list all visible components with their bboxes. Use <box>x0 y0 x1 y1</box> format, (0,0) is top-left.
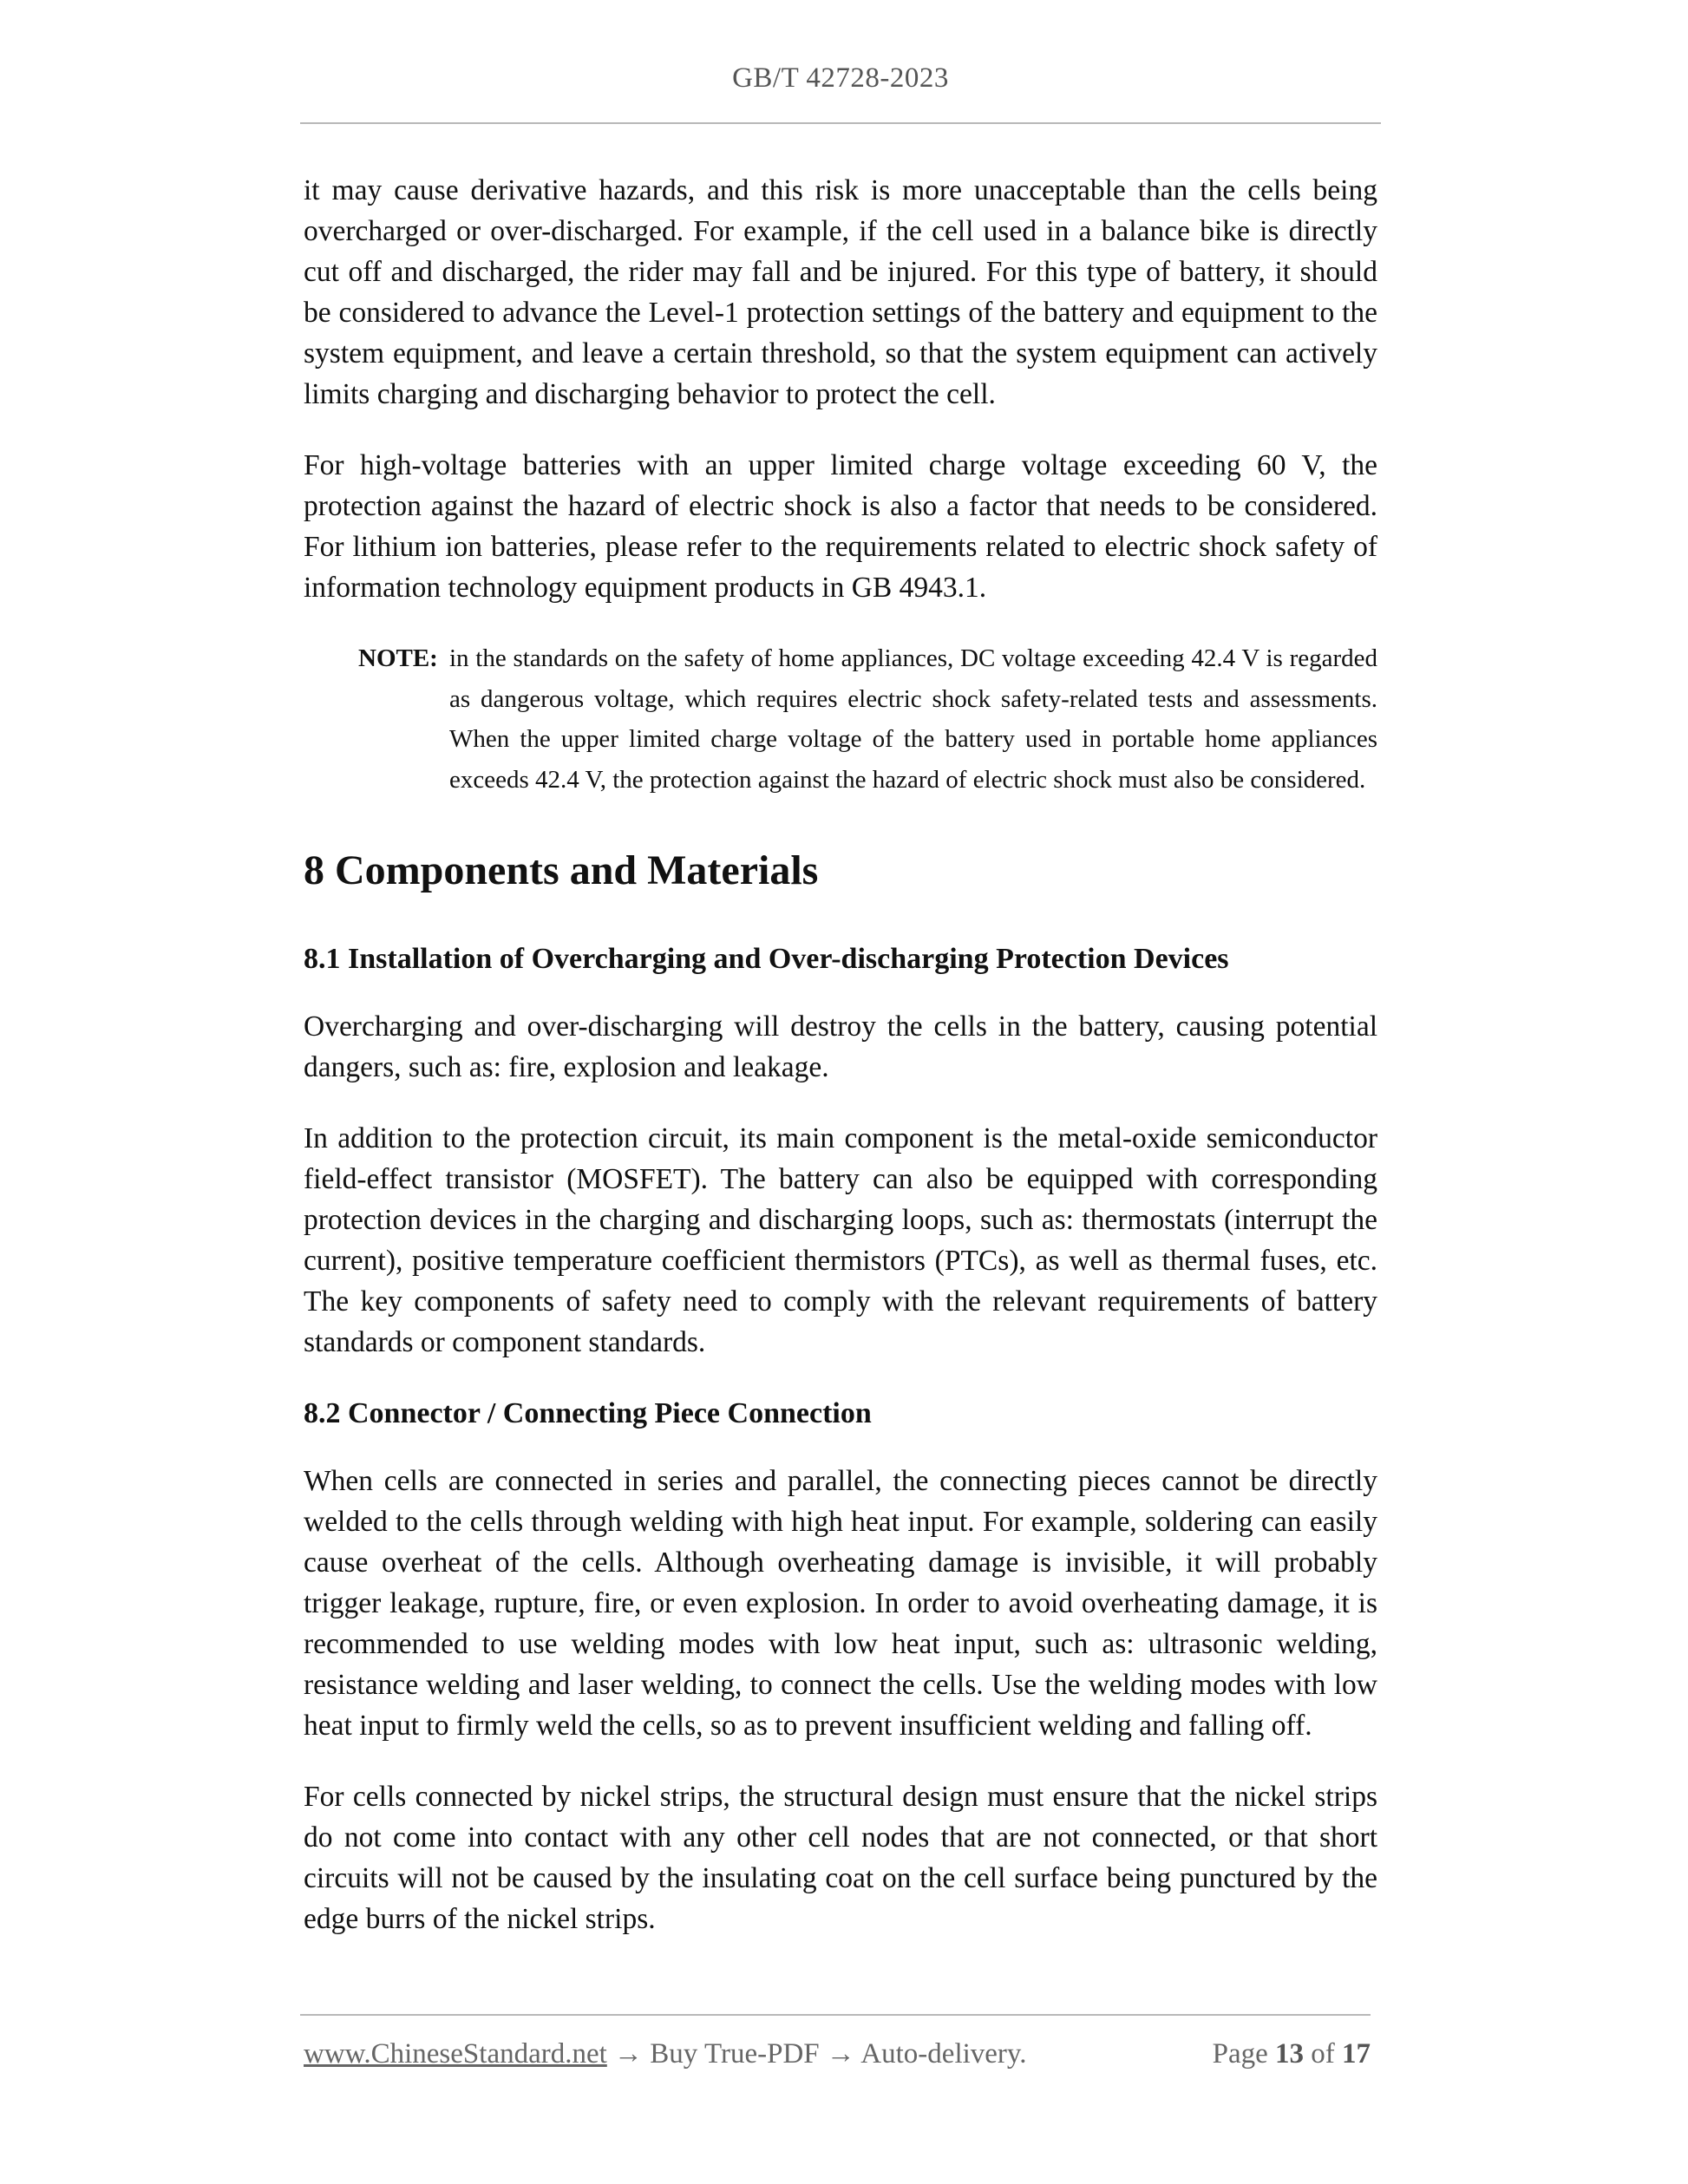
paragraph-1: it may cause derivative hazards, and this risk is more unacceptable than the cells being overcharged or over-discharged. For example, if the cell used in a balance bike is directly cut off and discharged, the rider may fall and be injured. For this type of battery, it should be considered to advance the Level-1 protection settings of the battery and equipment to the system equipment, and leave a certain threshold, so that the system equipment can actively limits charging and discharging behavior to protect the cell. <box>304 174 1377 410</box>
paragraph-5: When cells are connected in series and parallel, the connecting pieces cannot be directly welded to the cells through welding with high heat input. For example, soldering can easily cause overheat of the cells. Although overheating damage is invisible, it will probably trigger leakage, rupture, fire, or even explosion. In order to avoid overheating damage, it is recommended to use welding modes with low heat input, such as: ultrasonic welding, resistance welding and laser welding, to connect the cells. Use the welding modes with low heat input to firmly weld the cells, so as to prevent insufficient welding and falling off. <box>304 1465 1377 1742</box>
page-header: GB/T 42728-2023 <box>732 62 949 94</box>
paragraph-4: In addition to the protection circuit, its main component is the metal-oxide semiconductor field-effect transistor (MOSFET). The battery can also be equipped with corresponding protection devices in the charging and discharging loops, such as: thermostats (interrupt the current), positive temperature coefficient thermistors (PTCs), as well as thermal fuses, etc. The key components of safety need to comply with the relevant requirements of battery standards or component standards. <box>304 1122 1377 1358</box>
page-word: Page <box>1212 2038 1268 2070</box>
note-block <box>304 638 1377 800</box>
section-8-1-heading: 8.1 Installation of Overcharging and Over-discharging Protection Devices <box>304 943 1229 975</box>
footer-tagline: → Buy True-PDF → Auto-delivery. <box>606 2038 1027 2070</box>
paragraph-3: Overcharging and over-discharging will destroy the cells in the battery, causing potential dangers, such as: fire, explosion and leakage. <box>304 1010 1377 1083</box>
website-link[interactable]: www.ChineseStandard.net <box>304 2038 607 2070</box>
note-label: NOTE: <box>358 644 438 672</box>
footer-divider <box>300 2014 1371 2016</box>
of-word: of <box>1311 2038 1335 2070</box>
page-current: 13 <box>1275 2038 1304 2070</box>
page-content <box>304 170 1377 1970</box>
page-total: 17 <box>1342 2038 1371 2070</box>
paragraph-6: For cells connected by nickel strips, the structural design must ensure that the nickel strips do not come into contact with any other cell nodes that are not connected, or that short circuits will not be caused by the insulating coat on the cell surface being punctured by the edge burrs of the nickel strips. <box>304 1781 1377 1935</box>
header-divider <box>300 122 1381 124</box>
page-indicator <box>1213 2035 1371 2073</box>
page-footer <box>304 2035 1371 2073</box>
section-8-heading: 8 Components and Materials <box>304 847 819 893</box>
paragraph-2: For high-voltage batteries with an upper limited charge voltage exceeding 60 V, the protection against the hazard of electric shock is also a factor that needs to be considered. For lithium ion batteries, please refer to the requirements related to electric shock safety of information technology equipment products in GB 4943.1. <box>304 449 1377 604</box>
note-text: in the standards on the safety of home appliances, DC voltage exceeding 42.4 V is regarded as dangerous voltage, which requires electric shock safety-related tests and assessments. When the upper limited charge voltage of the battery used in portable home appliances exceeds 42.4 V, the protection against the hazard of electric shock must also be considered. <box>449 644 1377 794</box>
section-8-2-heading: 8.2 Connector / Connecting Piece Connection <box>304 1397 872 1429</box>
